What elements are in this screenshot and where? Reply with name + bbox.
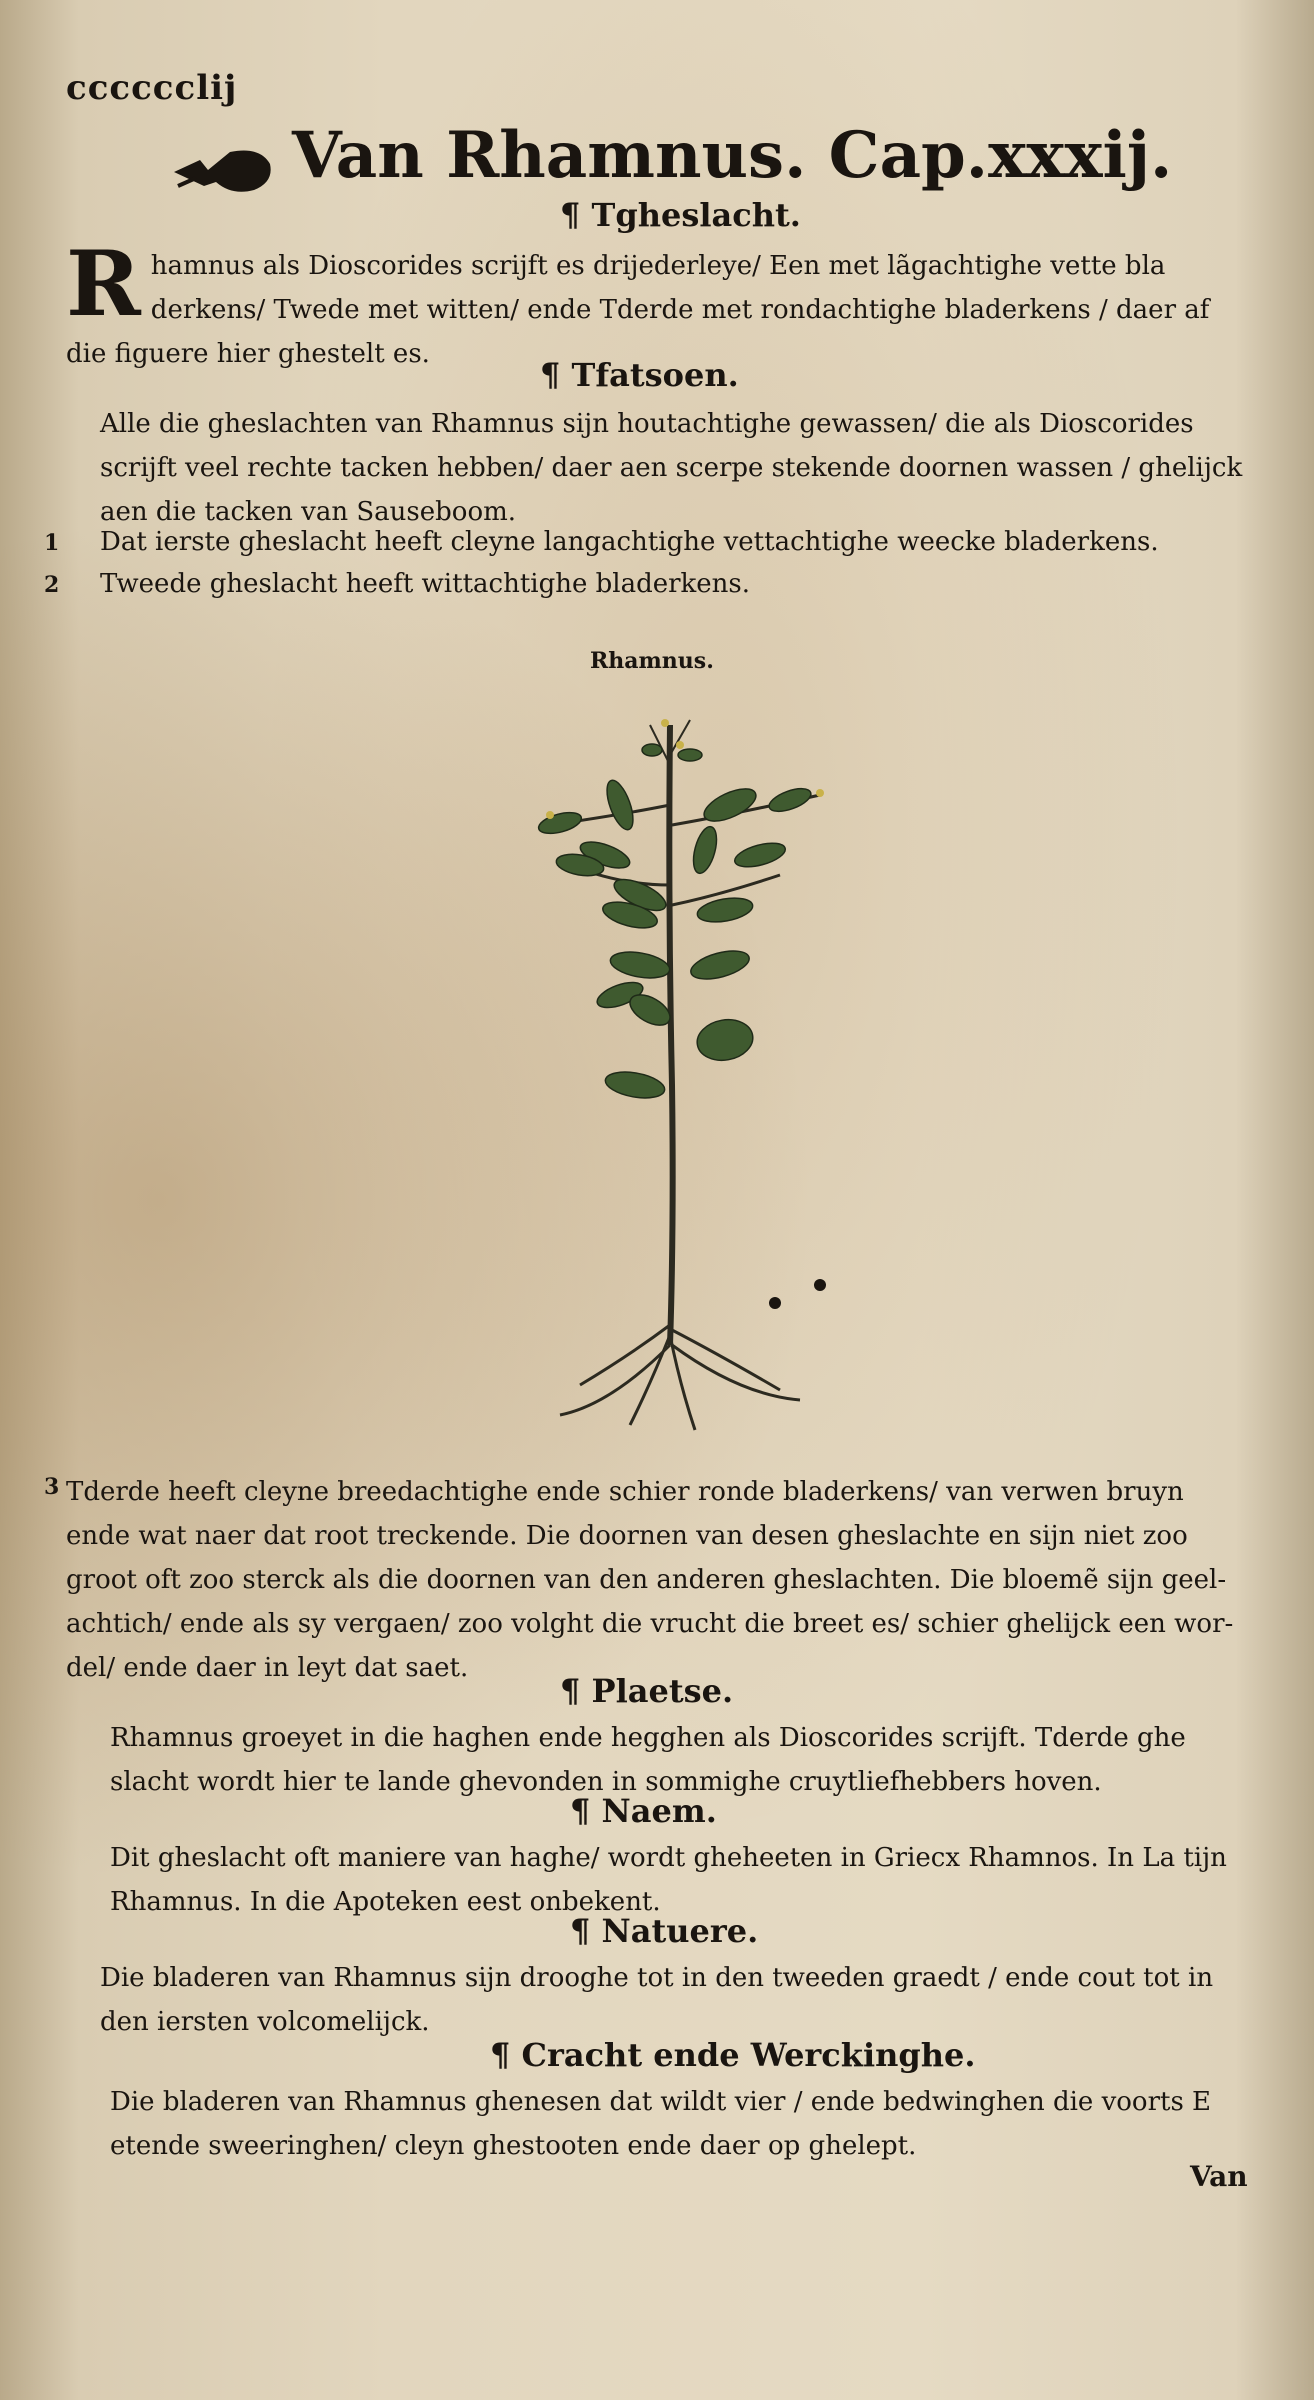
paragraph-fatsoen: Alle die gheslachten van Rhamnus sijn houtachtighe gewassen/ die als Dioscorides scrijft veel rechte tacken hebben/ daer aen scerpe stekende doornen wassen / ghelijck aen die tacken van Sauseboom.	[100, 409, 1243, 527]
chapter-title: Van Rhamnus. Cap.xxxij.	[292, 118, 1173, 193]
paragraph-plaetse: Rhamnus groeyet in die haghen ende hegghen als Dioscorides scrijft. Tderde ghe slacht wordt hier te lande ghevonden in sommighe cruytliefhebbers hoven.	[110, 1723, 1186, 1797]
heading-geslacht: ¶ Tgheslacht.	[560, 196, 801, 234]
paragraph-natuere: Die bladeren van Rhamnus sijn drooghe tot in den tweeden graedt / ende cout tot in den iersten volcomelijck.	[100, 1963, 1214, 2037]
drop-capital: R	[66, 231, 141, 337]
paragraph-cracht: Die bladeren van Rhamnus ghenesen dat wildt vier / ende bedwinghen die voorts E etende sweeringhen/ cleyn ghestooten ende daer op ghelept.	[110, 2087, 1212, 2161]
paragraph-geslacht-text: hamnus als Dioscorides scrijft es drijederleye/ Een met lãgachtighe vette bla derkens/ Twede met witten/ ende Tderde met rondachtighe bladerkens / daer af die figuere hier ghestelt es.	[66, 251, 1210, 369]
heading-plaetse: ¶ Plaetse.	[560, 1672, 734, 1710]
heading-naem: ¶ Naem.	[570, 1792, 717, 1830]
item-3-text: Tderde heeft cleyne breedachtighe ende schier ronde bladerkens/ van verwen bruyn ende wat naer dat root treckende. Die doornen van desen gheslachte en sijn niet zoo groot oft zoo sterck als die doornen van den anderen gheslachten. Die bloemẽ sijn geel-achtich/ ende als sy vergaen/ zoo volght die vrucht die breet es/ schier ghelijck een wor-del/ ende daer in leyt dat saet.	[66, 1477, 1234, 1683]
item-1-number: 1	[44, 530, 60, 556]
heading-cracht: ¶ Cracht ende Werckinghe.	[490, 2036, 976, 2074]
heading-fatsoen: ¶ Tfatsoen.	[540, 356, 739, 394]
catchword: Van	[1190, 2160, 1248, 2193]
figure-caption: Rhamnus.	[590, 648, 714, 674]
folio-number: cccccclij	[66, 68, 238, 108]
item-3-number: 3	[44, 1474, 60, 1500]
rhamnus-plant-illustration	[520, 705, 860, 1445]
heading-natuere: ¶ Natuere.	[570, 1912, 759, 1950]
item-2-number: 2	[44, 572, 60, 598]
paragraph-naem: Dit gheslacht oft maniere van haghe/ wordt gheheeten in Griecx Rhamnos. In La tijn Rhamnus. In die Apoteken eest onbekent.	[110, 1843, 1227, 1917]
item-1-text: Dat ierste gheslacht heeft cleyne langachtighe vettachtighe weecke bladerkens.	[100, 527, 1159, 557]
item-2-text: Tweede gheslacht heeft wittachtighe bladerkens.	[100, 569, 751, 599]
fleuron-icon	[170, 142, 276, 198]
